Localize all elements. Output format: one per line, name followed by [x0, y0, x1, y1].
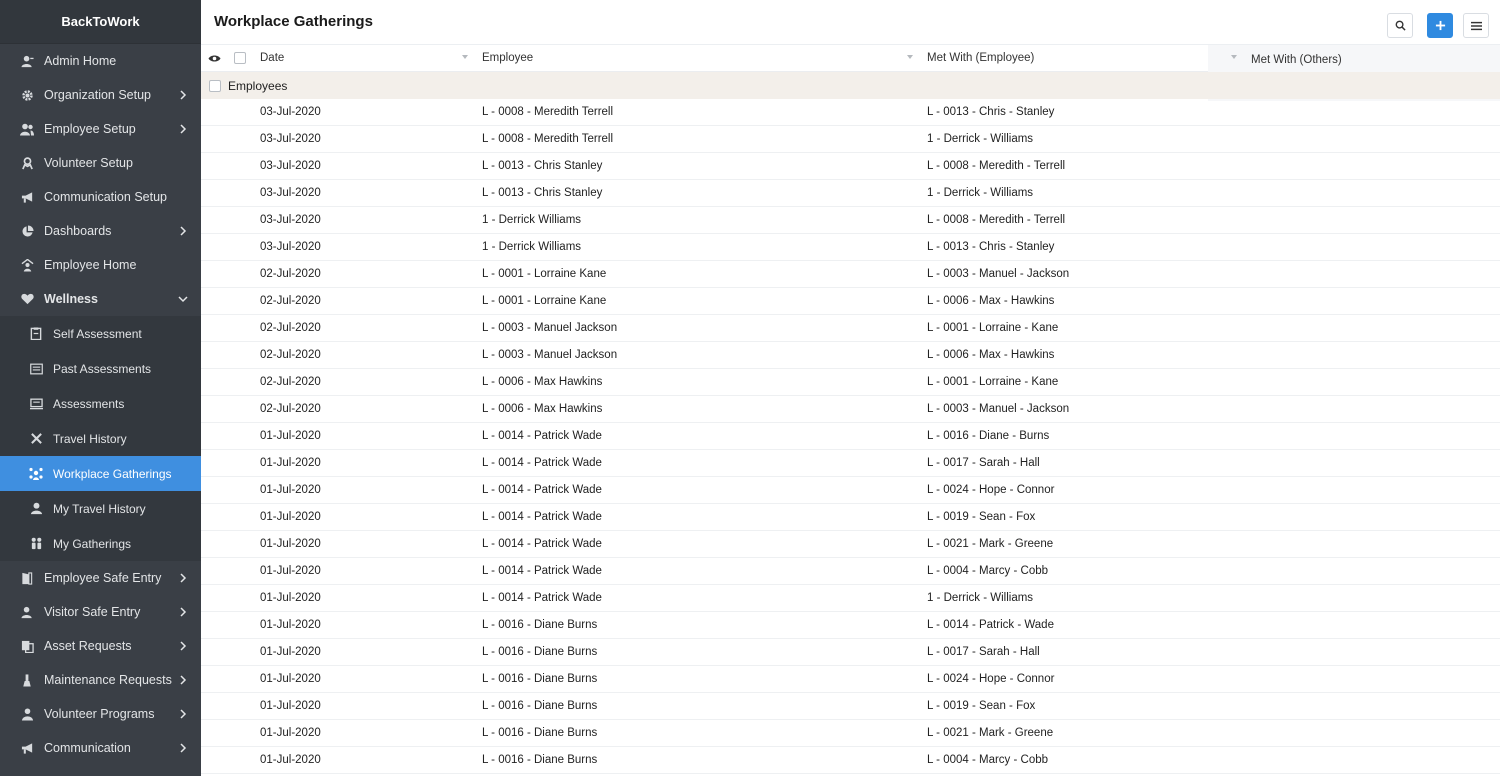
visitor-icon	[20, 605, 34, 619]
gear-icon	[20, 88, 34, 102]
sidebar-item-visitor-safe-entry[interactable]	[0, 595, 201, 629]
sidebar-item-self-assessment[interactable]	[0, 316, 201, 351]
table-row[interactable]	[201, 396, 1500, 423]
volunteer-programs-icon	[20, 707, 34, 721]
sidebar-item-label: My Travel History	[53, 501, 146, 516]
cell-employee: L - 0014 - Patrick Wade	[482, 565, 602, 577]
chevron-right-icon	[177, 123, 189, 135]
chevron-right-icon	[177, 606, 189, 618]
table-body	[201, 99, 1500, 774]
chevron-right-icon	[177, 674, 189, 686]
cell-met-with-employee: L - 0001 - Lorraine - Kane	[927, 322, 1059, 334]
sidebar-item-label: Assessments	[53, 396, 125, 411]
cell-date: 01-Jul-2020	[260, 511, 321, 523]
asset-icon	[20, 639, 34, 653]
cell-met-with-employee: 1 - Derrick - Williams	[927, 592, 1034, 604]
list-icon	[29, 362, 43, 376]
sidebar-item-communication-setup[interactable]	[0, 180, 201, 214]
search-button[interactable]	[1387, 13, 1413, 38]
pie-chart-icon	[20, 224, 34, 238]
cell-employee: L - 0013 - Chris Stanley	[482, 187, 603, 199]
cell-employee: L - 0016 - Diane Burns	[482, 619, 598, 631]
table-row[interactable]	[201, 747, 1500, 774]
sidebar-item-employee-safe-entry[interactable]	[0, 561, 201, 595]
clipboard-icon	[29, 327, 43, 341]
app-brand: BackToWork	[0, 0, 201, 44]
sidebar-item-employee-setup[interactable]	[0, 112, 201, 146]
table-row[interactable]	[201, 99, 1500, 126]
sort-caret-icon[interactable]	[906, 53, 914, 61]
sidebar-item-label: Admin Home	[44, 54, 117, 68]
table-row[interactable]	[201, 693, 1500, 720]
table-row[interactable]	[201, 126, 1500, 153]
cell-employee: L - 0016 - Diane Burns	[482, 754, 598, 766]
eye-icon[interactable]	[208, 54, 221, 63]
cell-met-with-employee: L - 0001 - Lorraine - Kane	[927, 376, 1059, 388]
cell-date: 01-Jul-2020	[260, 646, 321, 658]
page-title: Workplace Gatherings	[214, 13, 373, 30]
cell-date: 03-Jul-2020	[260, 133, 321, 145]
sort-caret-icon[interactable]	[461, 53, 469, 61]
heart-icon	[20, 292, 34, 306]
group-row-employees[interactable]	[201, 72, 1500, 99]
sidebar-item-employee-home[interactable]	[0, 248, 201, 282]
sidebar-item-label: Employee Home	[44, 258, 137, 272]
cell-date: 02-Jul-2020	[260, 322, 321, 334]
cell-date: 01-Jul-2020	[260, 457, 321, 469]
sidebar-item-label: Travel History	[53, 431, 127, 446]
cell-date: 01-Jul-2020	[260, 592, 321, 604]
sidebar-item-label: Wellness	[44, 292, 98, 306]
sidebar-item-label: Volunteer Programs	[44, 707, 155, 721]
sidebar-item-label: Workplace Gatherings	[53, 466, 172, 481]
cell-date: 01-Jul-2020	[260, 565, 321, 577]
sidebar-item-label: Employee Safe Entry	[44, 571, 162, 585]
sidebar-item-label: Maintenance Requests	[44, 673, 172, 687]
table-row[interactable]	[201, 153, 1500, 180]
cell-met-with-employee: L - 0008 - Meredith - Terrell	[927, 160, 1066, 172]
cell-employee: L - 0014 - Patrick Wade	[482, 484, 602, 496]
cell-employee: 1 - Derrick Williams	[482, 241, 582, 253]
col-header-date[interactable]: Date	[260, 52, 285, 64]
sidebar-item-organization-setup[interactable]	[0, 78, 201, 112]
table-row[interactable]	[201, 315, 1500, 342]
employee-home-icon	[20, 258, 34, 272]
cell-employee: 1 - Derrick Williams	[482, 214, 582, 226]
cell-met-with-employee: L - 0013 - Chris - Stanley	[927, 241, 1055, 253]
cell-date: 02-Jul-2020	[260, 268, 321, 280]
table-header	[201, 45, 1500, 72]
cell-employee: L - 0016 - Diane Burns	[482, 673, 598, 685]
sidebar-nav-more	[0, 561, 201, 765]
sidebar-item-label: Dashboards	[44, 224, 112, 238]
cell-met-with-employee: L - 0017 - Sarah - Hall	[927, 457, 1040, 469]
menu-button[interactable]	[1463, 13, 1489, 38]
sidebar	[0, 0, 201, 776]
cell-employee: L - 0008 - Meredith Terrell	[482, 133, 614, 145]
sidebar-item-label: Visitor Safe Entry	[44, 605, 141, 619]
cell-employee: L - 0001 - Lorraine Kane	[482, 295, 607, 307]
group-label: Employees	[228, 79, 288, 93]
cell-met-with-employee: L - 0013 - Chris - Stanley	[927, 106, 1055, 118]
table-row[interactable]	[201, 423, 1500, 450]
sidebar-item-my-gatherings[interactable]	[0, 526, 201, 561]
table-row[interactable]	[201, 531, 1500, 558]
col-header-employee[interactable]: Employee	[482, 52, 534, 64]
sidebar-item-wellness[interactable]	[0, 282, 201, 316]
cell-employee: L - 0014 - Patrick Wade	[482, 430, 602, 442]
page-header	[201, 0, 1500, 45]
cell-date: 01-Jul-2020	[260, 700, 321, 712]
cell-employee: L - 0014 - Patrick Wade	[482, 457, 602, 469]
cell-met-with-employee: L - 0003 - Manuel - Jackson	[927, 403, 1070, 415]
travel-icon	[29, 432, 43, 446]
sidebar-item-label: Communication	[44, 741, 131, 755]
table-row[interactable]	[201, 342, 1500, 369]
group-checkbox[interactable]	[209, 80, 221, 92]
table-row[interactable]	[201, 558, 1500, 585]
col-header-met-with-others[interactable]: Met With (Others)	[1251, 54, 1342, 66]
cell-met-with-employee: L - 0017 - Sarah - Hall	[927, 646, 1040, 658]
table-row[interactable]	[201, 585, 1500, 612]
cell-met-with-employee: L - 0008 - Meredith - Terrell	[927, 214, 1066, 226]
table-row[interactable]	[201, 504, 1500, 531]
wrench-icon	[20, 673, 34, 687]
sidebar-item-workplace-gatherings[interactable]	[0, 456, 201, 491]
chevron-right-icon	[177, 640, 189, 652]
chevron-right-icon	[177, 742, 189, 754]
cell-employee: L - 0014 - Patrick Wade	[482, 592, 602, 604]
cell-employee: L - 0016 - Diane Burns	[482, 646, 598, 658]
user-icon	[20, 54, 34, 68]
cell-employee: L - 0003 - Manuel Jackson	[482, 322, 618, 334]
cell-met-with-employee: 1 - Derrick - Williams	[927, 187, 1034, 199]
cell-date: 01-Jul-2020	[260, 430, 321, 442]
table-row[interactable]	[201, 261, 1500, 288]
cell-employee: L - 0008 - Meredith Terrell	[482, 106, 614, 118]
sidebar-item-dashboards[interactable]	[0, 214, 201, 248]
table-row[interactable]	[201, 234, 1500, 261]
cell-met-with-employee: L - 0004 - Marcy - Cobb	[927, 754, 1049, 766]
sidebar-item-travel-history[interactable]	[0, 421, 201, 456]
cell-employee: L - 0001 - Lorraine Kane	[482, 268, 607, 280]
door-icon	[20, 571, 34, 585]
search-icon	[1395, 20, 1406, 31]
main-content	[201, 0, 1500, 776]
cell-date: 02-Jul-2020	[260, 403, 321, 415]
chevron-right-icon	[177, 572, 189, 584]
select-all-checkbox[interactable]	[234, 52, 246, 64]
sidebar-item-communication[interactable]	[0, 731, 201, 765]
sidebar-item-admin-home[interactable]	[0, 44, 201, 78]
cell-met-with-employee: L - 0004 - Marcy - Cobb	[927, 565, 1049, 577]
cell-date: 01-Jul-2020	[260, 538, 321, 550]
cell-employee: L - 0014 - Patrick Wade	[482, 511, 602, 523]
cell-date: 01-Jul-2020	[260, 727, 321, 739]
person-icon	[29, 502, 43, 516]
table-row[interactable]	[201, 288, 1500, 315]
sidebar-item-label: Asset Requests	[44, 639, 132, 653]
sidebar-item-my-travel-history[interactable]	[0, 491, 201, 526]
table-row[interactable]	[201, 180, 1500, 207]
table-row[interactable]	[201, 369, 1500, 396]
cell-employee: L - 0014 - Patrick Wade	[482, 538, 602, 550]
cell-employee: L - 0006 - Max Hawkins	[482, 376, 603, 388]
cell-date: 01-Jul-2020	[260, 484, 321, 496]
sidebar-item-volunteer-setup[interactable]	[0, 146, 201, 180]
sidebar-item-label: My Gatherings	[53, 536, 132, 551]
cell-date: 02-Jul-2020	[260, 349, 321, 361]
col-header-met-with-employee[interactable]: Met With (Employee)	[927, 52, 1035, 64]
cell-met-with-employee: 1 - Derrick - Williams	[927, 133, 1034, 145]
cell-date: 01-Jul-2020	[260, 754, 321, 766]
cell-date: 01-Jul-2020	[260, 673, 321, 685]
cell-date: 03-Jul-2020	[260, 187, 321, 199]
chevron-down-icon	[177, 293, 189, 305]
users-icon	[20, 122, 34, 136]
sidebar-item-past-assessments[interactable]	[0, 351, 201, 386]
plus-icon	[1435, 20, 1446, 31]
chevron-right-icon	[177, 708, 189, 720]
sidebar-item-label: Employee Setup	[44, 122, 136, 136]
sidebar-item-label: Organization Setup	[44, 88, 152, 102]
cell-met-with-employee: L - 0003 - Manuel - Jackson	[927, 268, 1070, 280]
cell-met-with-employee: L - 0016 - Diane - Burns	[927, 430, 1050, 442]
cell-met-with-employee: L - 0006 - Max - Hawkins	[927, 295, 1055, 307]
sidebar-nav	[0, 44, 201, 316]
cell-date: 03-Jul-2020	[260, 106, 321, 118]
sidebar-item-label: Past Assessments	[53, 361, 152, 376]
people-icon	[29, 537, 43, 551]
sidebar-item-label: Communication Setup	[44, 190, 167, 204]
cell-met-with-employee: L - 0019 - Sean - Fox	[927, 700, 1036, 712]
gathering-icon	[29, 467, 43, 481]
cell-employee: L - 0013 - Chris Stanley	[482, 160, 603, 172]
cell-met-with-employee: L - 0024 - Hope - Connor	[927, 673, 1055, 685]
cell-met-with-employee: L - 0019 - Sean - Fox	[927, 511, 1036, 523]
cell-employee: L - 0003 - Manuel Jackson	[482, 349, 618, 361]
cell-met-with-employee: L - 0021 - Mark - Greene	[927, 727, 1054, 739]
cell-met-with-employee: L - 0006 - Max - Hawkins	[927, 349, 1055, 361]
cell-date: 02-Jul-2020	[260, 376, 321, 388]
chevron-right-icon	[177, 89, 189, 101]
screen-icon	[29, 397, 43, 411]
sidebar-item-maintenance-requests[interactable]	[0, 663, 201, 697]
cell-employee: L - 0016 - Diane Burns	[482, 727, 598, 739]
megaphone-icon	[20, 741, 34, 755]
cell-date: 02-Jul-2020	[260, 295, 321, 307]
wellness-submenu	[0, 316, 201, 561]
chevron-right-icon	[177, 225, 189, 237]
sidebar-item-volunteer-programs[interactable]	[0, 697, 201, 731]
table-row[interactable]	[201, 612, 1500, 639]
table-row[interactable]	[201, 207, 1500, 234]
megaphone-icon	[20, 190, 34, 204]
cell-date: 03-Jul-2020	[260, 214, 321, 226]
add-button[interactable]	[1427, 13, 1453, 38]
cell-met-with-employee: L - 0021 - Mark - Greene	[927, 538, 1054, 550]
cell-date: 03-Jul-2020	[260, 160, 321, 172]
table-row[interactable]	[201, 639, 1500, 666]
cell-employee: L - 0006 - Max Hawkins	[482, 403, 603, 415]
sidebar-item-assessments[interactable]	[0, 386, 201, 421]
sidebar-item-label: Volunteer Setup	[44, 156, 133, 170]
sidebar-item-asset-requests[interactable]	[0, 629, 201, 663]
cell-date: 01-Jul-2020	[260, 619, 321, 631]
table-row[interactable]	[201, 450, 1500, 477]
cell-employee: L - 0016 - Diane Burns	[482, 700, 598, 712]
sidebar-item-label: Self Assessment	[53, 326, 142, 341]
table-row[interactable]	[201, 666, 1500, 693]
hamburger-icon	[1471, 21, 1482, 31]
cell-met-with-employee: L - 0014 - Patrick - Wade	[927, 619, 1054, 631]
table-row[interactable]	[201, 720, 1500, 747]
sort-caret-icon[interactable]	[1230, 53, 1238, 61]
cell-date: 03-Jul-2020	[260, 241, 321, 253]
table-row[interactable]	[201, 477, 1500, 504]
volunteer-icon	[20, 156, 34, 170]
cell-met-with-employee: L - 0024 - Hope - Connor	[927, 484, 1055, 496]
